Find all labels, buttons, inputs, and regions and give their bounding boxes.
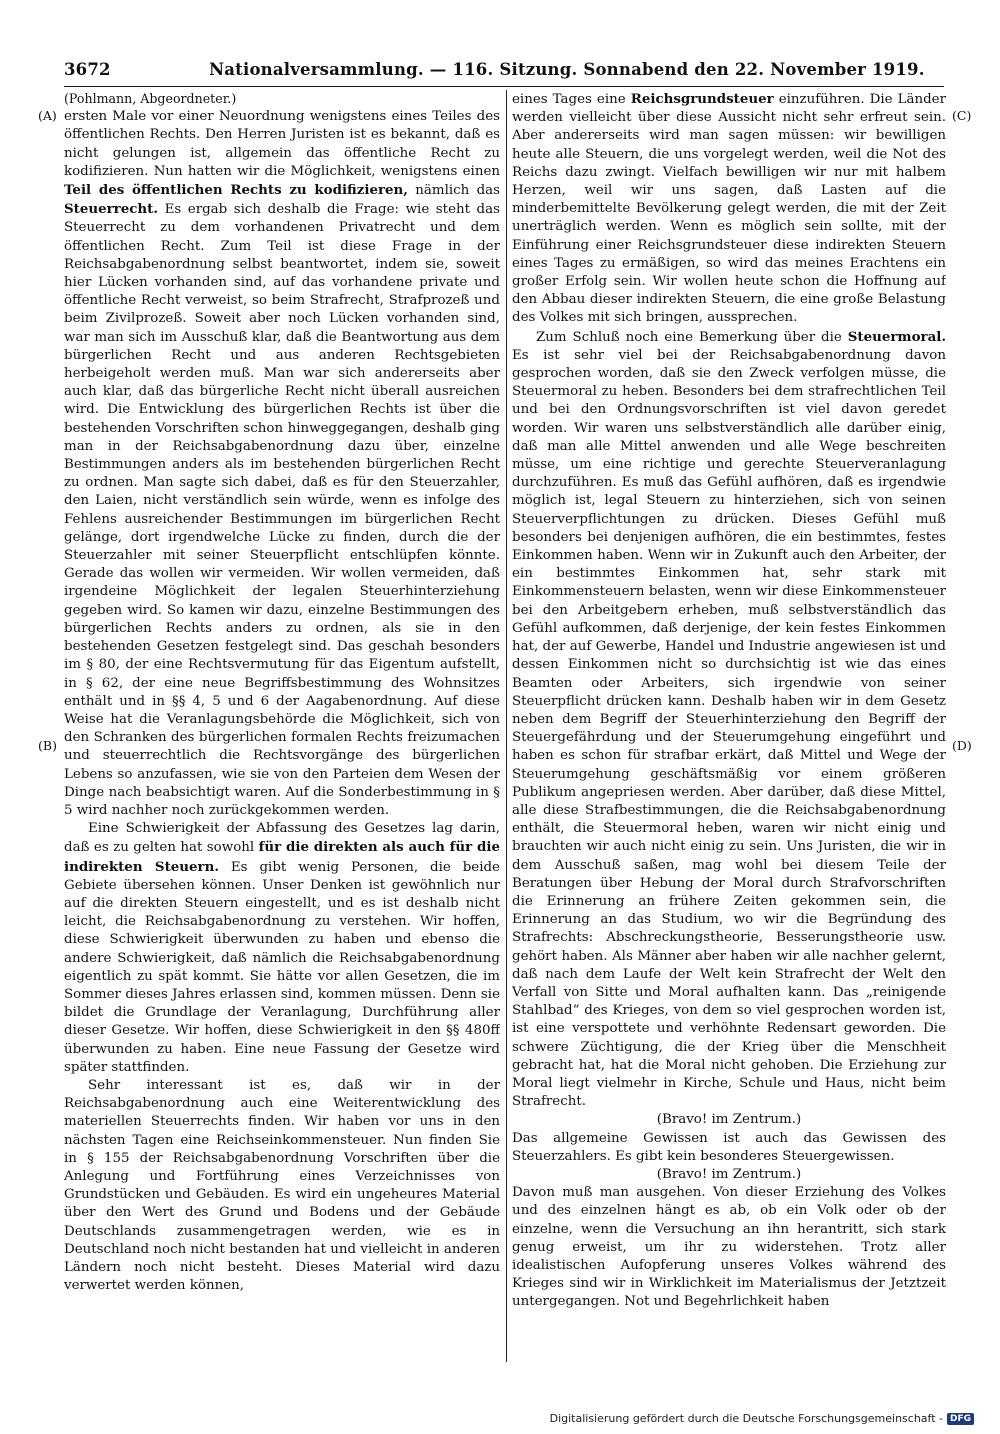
text-run: ersten Male vor einer Neuordnung wenigstens eines Teiles des öffentlichen Rechts. Den Herren Juristen ist es bekannt, daß es nicht gelungen ist, allgemein das öffentliche Recht zu kodifizieren. Nun hatten wir die Möglichkeit, wenigstens einen <box>64 109 500 179</box>
right-column <box>512 90 946 1380</box>
text-run: Es ist sehr viel bei der Reichsabgabenordnung davon gesprochen worden, daß sie den Zweck verfolgen müsse, die Steuermoral zu heben. Besonders bei dem strafrechtlichen Teil und bei den Ordnungsvorschriften ist viel davon geredet worden. Wir waren uns selbstverständlich alle darüber einig, daß man alle Mittel anwenden und alle Wege beschreiten müsse, um eine richtige und gerechte Steuerveranlagung durchzuführen. Es muß das Gefühl aufhören, daß es irgendwie möglich ist, legal Steuern zu hinterziehen, sich von seinen Steuerverpflichtungen zu drücken. Dieses Gefühl muß besonders bei denjenigen aufhören, die ein bestimmtes, festes Einkommen haben. Wenn wir in Zukunft auch den Arbeiter, der ein bestimmtes Einkommen hat, sehr stark mit Einkommensteuern belasten, wenn wir diese Einkommensteuer bei den Arbeitgebern erheben, muß selbstverständlich das Gefühl aufkommen, daß derjenige, der kein festes Einkommen hat, der auf Gewerbe, Handel und Industrie angewiesen ist und dessen Einkommen nicht so durchsichtig ist wie das eines Beamten oder Arbeiters, sich irgendwie von seiner Steuerpflicht drücken kann. Deshalb haben wir in dem Gesetz neben dem Begriff der Steuerhinterziehung den Begriff der Steuergefährdung und der Steuerumgehung eingeführt und haben es schon für strafbar erkärt, daß Mittel und Wege der Steuerumgehung geschäftsmäßig vor einem größeren Publikum angepriesen werden. Aber darüber, daß diese Mittel, alle diese Strafbestimmungen, die die Reichsabgabenordnung enthält, die Steuermoral heben, waren wir nicht einig und brauchten wir auch nicht einig zu sein. Uns Juristen, die wir in dem Ausschuß saßen, mag wohl bei diesem Teile der Beratungen über Hebung der Moral durch Strafvorschriften die Erinnerung an frühere Zeiten gekommen sein, die Erinnerung an das Studium, wo wir die Begründung des Strafrechts: Abschreckungstheorie, Besserungstheorie usw. gehört haben. Als Männer aber haben wir alle nachher gelernt, daß nach dem Laufe der Welt kein Strafrecht der Welt den Verfall von Sitte und Moral aufhalten kann. Das „reinigende Stahlbad“ des Krieges, von dem so viel gesprochen worden ist, ist eine verspottete und verhöhnte Redensart geworden. Die schwere Züchtigung, die der Krieg über die Menschheit gebracht hat, hat die Moral nicht gehoben. Die Erziehung zur Moral liegt vielmehr in Kirche, Schule und Haus, nicht beim Strafrecht. <box>512 347 946 1110</box>
left-paragraph-1 <box>64 108 500 820</box>
column-divider <box>506 90 507 1362</box>
text-run: Es gibt wenig Personen, die beide Gebiete übersehen können. Unser Denken ist gewöhnlich nur auf die direkten Steuern eingestellt, und es ist deshalb nicht leicht, die Reichsabgabenordnung zu verstehen. Wir hoffen, diese Schwierigkeit überwunden zu haben und ebenso die andere Schwierigkeit, daß nämlich die Reichsabgabenordnung eigentlich zu spät kommt. Sie hätte vor allen Gesetzen, die im Sommer dieses Jahres erlassen sind, kommen müssen. Denn sie bildet die Grundlage der Veranlagung, Durchführung aller dieser Gesetze. Wir hoffen, diese Schwierigkeit in den §§ 480ff überwunden zu haben. Eine neue Fassung der Gesetze wird später stattfinden. <box>64 859 500 1075</box>
page-number: 3672 <box>64 60 111 79</box>
bold-text: für die direkten als auch für die indirekten Steuern. <box>64 839 500 875</box>
page-header <box>64 58 944 87</box>
left-paragraph-2 <box>64 820 500 1077</box>
right-paragraph-3: Das allgemeine Gewissen ist auch das Gewissen des Steuerzahlers. Es gibt kein besonderes Steuergewissen. <box>512 1130 946 1164</box>
text-run: nämlich das <box>415 183 500 199</box>
text-run: Es ergab sich deshalb die Frage: wie steht das Steuerrecht zu dem vorhandenen Privatrecht und dem öffentlichen Recht. Zum Teil ist diese Frage in der Reichsabgabenordnung selbst beantwortet, indem sie, soweit hier Lücken vorhanden sind, auf das vorhandene private und öffentliche Recht verweist, so beim Strafrecht, Strafprozeß und beim Zivilprozeß. Soweit aber noch Lücken vorhanden sind, war man sich im Ausschuß klar, daß die Beantwortung aus dem bürgerlichen Recht und aus anderen Rechtsgebieten herbeigeholt werden muß. Man war sich andererseits aber auch klar, daß das bürgerliche Recht nicht überall ausreichen wird. Die Entwicklung des bürgerlichen Rechts ist über die bestehenden Vorschriften schon hinweggegangen, deshalb ging man in der Reichsabgabenordnung dazu über, einzelne Bestimmungen anders als im bestehenden bürgerlichen Recht zu ordnen. Man sagte sich dabei, daß es für den Steuerzahler, den Laien, nicht verständlich sein würde, wenn es infolge des Fehlens ausreichender Bestimmungen im bürgerlichen Recht gelänge, dort irgendwelche Lücke zu finden, durch die der Steuerzahler mit seiner Steuerpflicht entschlüpfen könnte. Gerade das wollen wir vermeiden. Wir wollen vermeiden, daß irgendeine Möglichkeit der legalen Steuerhinterziehung gegeben wird. So kamen wir dazu, einzelne Bestimmungen des bürgerlichen Rechts anders zu ordnen, als sie in den bestehenden Gesetzen festgelegt sind. Das geschah besonders im § 80, der eine Rechtsvermutung für das Eigentum aufstellt, in § 62, der eine neue Begriffsbestimmung des Wohnsitzes enthält und in §§ 4, 5 und 6 der Aagabenordnung. Auf diese Weise hat die Veranlagungsbehörde die Möglichkeit, sich von den Schranken des bürgerlichen formalen Rechts freizumachen und steuerrechtlich die Rechtsvorgänge des bürgerlichen Lebens so anzufassen, wie sie von den Parteien dem Wesen der Dinge nach beabsichtigt waren. Auf die Sonderbestimmung in § 5 wird nachher noch zurückgekommen werden. <box>64 202 500 818</box>
right-paragraph-4: Davon muß man ausgehen. Von dieser Erziehung des Volkes und des einzelnen hängt es ab, ob ein Volk oder ob der einzelne, wenn die Versuchung an ihn herantritt, sich stark genug erweist, um ihr zu widerstehen. Trotz aller idealistischen Aufopferung unseres Volkes während des Krieges sind wir in Wirklichkeit im Materialismus der Jetztzeit untergegangen. Not und Begehrlichkeit haben <box>512 1185 946 1310</box>
text-run: eines Tages eine <box>512 92 626 107</box>
text-run: Zum Schluß noch eine Bemerkung über die <box>536 329 842 345</box>
bold-text: Reichsgrundsteuer <box>630 91 774 107</box>
bold-text: Steuerrecht. <box>64 201 158 218</box>
left-paragraph-3: Sehr interessant ist es, daß wir in der Reichsabgabenordnung auch eine Weiterentwicklung des materiellen Steuerrechts finden. Wir haben vor uns in den nächsten Tagen eine Reichseinkommensteuer. Nun finden Sie in § 155 der Reichsabgabenordnung Vorschriften über die Anlegung und Fortführung eines Verzeichnisses von Grundstücken und Gebäuden. Es wird ein ungeheures Material über den Wert des Grund und Bodens und der Gebäude Deutschlands zusammengetragen werden, wie es in Deutschland noch nicht bestanden hat und vielleicht in anderen Ländern noch nicht besteht. Dieses Material wird dazu verwertet werden können, <box>64 1077 500 1294</box>
footer-text: Digitalisierung gefördert durch die Deutsche Forschungsgemeinschaft - <box>549 1412 943 1425</box>
bold-text: Steuermoral. <box>847 328 946 345</box>
interjection: (Bravo! im Zentrum.) <box>656 1112 802 1128</box>
interjection: (Bravo! im Zentrum.) <box>656 1166 802 1182</box>
right-paragraph-2 <box>512 328 946 1112</box>
header-title: Nationalversammlung. — 116. Sitzung. Sonnabend den 22. November 1919. <box>209 60 925 79</box>
margin-marker-a: (A) <box>38 108 57 123</box>
margin-marker-d: (D) <box>952 738 972 753</box>
right-paragraph-1 <box>512 90 946 328</box>
text-run: einzuführen. Die Länder werden vielleicht über diese Aussicht nicht sehr erfreut sein. Aber andererseits wird man sagen müssen: wir bewilligen heute alle Steuern, die uns vorgelegt werden, weil die Not des Reichs dazu zwingt. Vielfach bewilligen wir nur mit halbem Herzen, weil wir uns sagen, daß Lasten auf die minderbemittelte Bevölkerung gelegt werden, die mit der Zeit unerträglich werden. Wenn es möglich sein sollte, mit der Einführung einer Reichsgrundsteuer diese indirekten Steuern eines Tages zu ermäßigen, so wird das meines Erachtens ein großer Erfolg sein. Wir wollen heute schon die Hoffnung auf den Abbau dieser indirekten Steuern, die eine große Belastung des Volkes mit sich bringen, aussprechen. <box>512 92 946 326</box>
dfg-logo: DFG <box>947 1413 974 1425</box>
bold-text: Teil des öffentlichen Rechts zu kodifizieren, <box>64 182 408 199</box>
margin-marker-b: (B) <box>38 738 57 753</box>
speaker-label: (Pohlmann, Abgeordneter.) <box>64 91 237 106</box>
margin-marker-c: (C) <box>952 108 972 123</box>
left-column <box>64 90 500 1380</box>
footer <box>550 1412 974 1425</box>
text-run: Eine Schwierigkeit der Abfassung des Gesetzes lag darin, daß es zu gelten hat sowohl <box>64 821 500 856</box>
